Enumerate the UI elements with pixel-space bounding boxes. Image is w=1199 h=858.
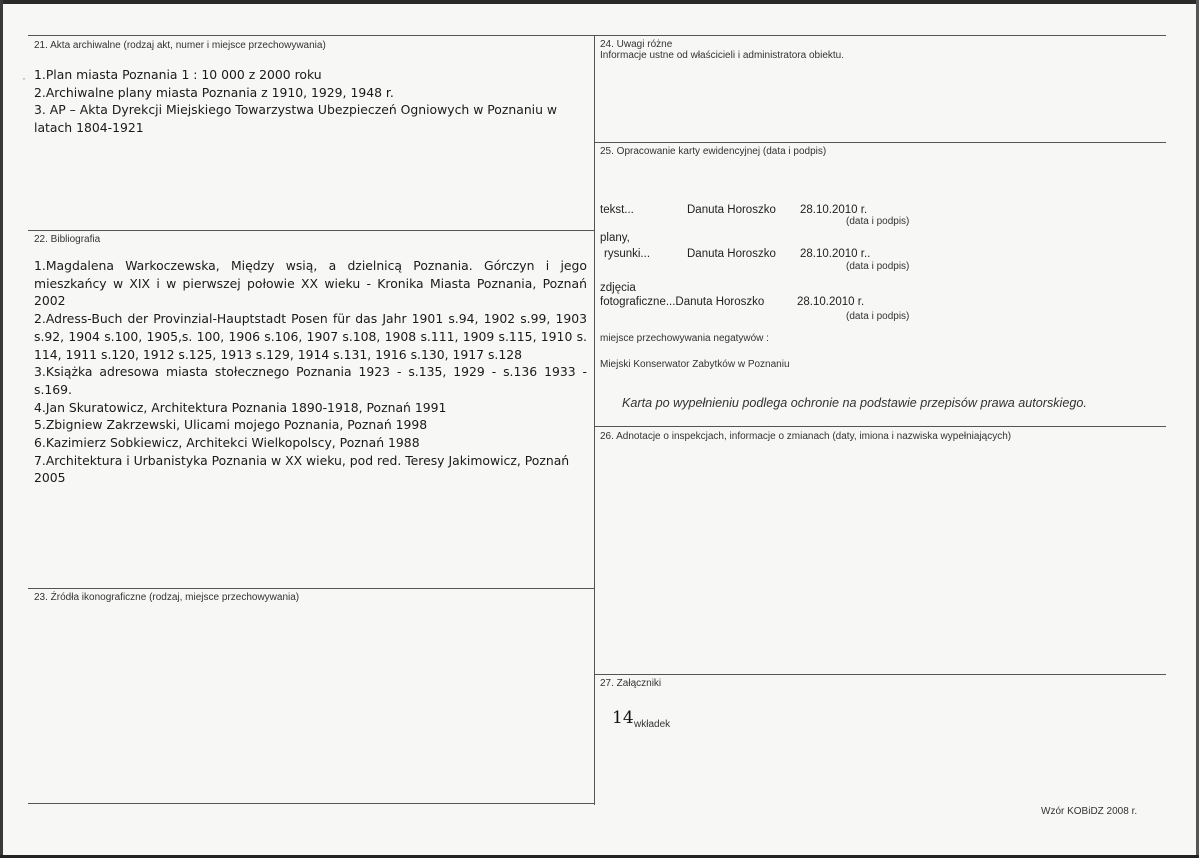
- bibliography-line: 5.Zbigniew Zakrzewski, Ulicami mojego Poznania, Poznań 1998: [34, 417, 428, 433]
- divider: [28, 230, 594, 231]
- bibliography-line: 2002: [34, 293, 66, 309]
- attachments-count-handwritten: 14: [612, 708, 634, 728]
- section-24-note: Informacje ustne od właścicieli i administratora obiektu.: [600, 50, 844, 61]
- entry-type-photographic-author: fotograficzne...Danuta Horoszko: [600, 296, 765, 308]
- date-signature-hint: (data i podpis): [846, 311, 910, 322]
- entry-type-photos: zdjęcia: [600, 282, 636, 294]
- form-version: Wzór KOBiDZ 2008 r.: [1041, 806, 1138, 817]
- divider: [594, 674, 1166, 675]
- section-21-content: [34, 66, 584, 137]
- section-26-label: 26. Adnotacje o inspekcjach, informacje o zmianach (daty, imiona i nazwiska wypełniających): [600, 431, 1012, 442]
- negatives-storage-place: Miejski Konserwator Zabytków w Poznaniu: [600, 359, 790, 370]
- bibliography-line: 3.Książka adresowa miasta stołecznego Poznania 1923 - s.135, 1929 - s.136 1933 -: [34, 364, 587, 380]
- archive-line: 3. AP – Akta Dyrekcji Miejskiego Towarzystwa Ubezpieczeń Ogniowych w Poznaniu w: [34, 102, 558, 118]
- date-signature-hint: (data i podpis): [846, 216, 910, 227]
- bibliography-list: [34, 257, 587, 487]
- entry-type-drawings: rysunki...: [604, 248, 651, 260]
- author-name: Danuta Horoszko: [687, 248, 776, 260]
- archive-line: latach 1804-1921: [34, 120, 144, 136]
- bibliography-line: 7.Architektura i Urbanistyka Poznania w XX wieku, pod red. Teresy Jakimowicz, Poznań: [34, 452, 570, 468]
- column-divider: [594, 35, 595, 805]
- scan-edge-left: [0, 0, 3, 858]
- bullet-mark: ·: [22, 71, 26, 85]
- bibliography-line: 114, 1911 s.120, 1912 s.125, 1913 s.129, 1914 s.131, 1916 s.130, 1917 s.128: [34, 346, 523, 362]
- divider: [28, 803, 594, 804]
- archive-line: 2.Archiwalne plany miasta Poznania z 1910, 1929, 1948 r.: [34, 84, 394, 100]
- bibliography-line: s.169.: [34, 381, 72, 397]
- section-21-label: 21. Akta archiwalne (rodzaj akt, numer i miejsce przechowywania): [34, 40, 326, 51]
- section-24-label: 24. Uwagi różne: [600, 39, 673, 50]
- date-signature-hint: (data i podpis): [846, 261, 910, 272]
- bibliography-line: 4.Jan Skuratowicz, Architektura Poznania 1890-1918, Poznań 1991: [34, 399, 447, 415]
- entry-type-text: tekst...: [600, 204, 634, 216]
- bibliography-line: mieszkańcy w XIX i w pierwszej połowie XX wieku - Kronika Miasta Poznania, Poznań: [34, 275, 587, 291]
- copyright-note: Karta po wypełnieniu podlega ochronie na podstawie przepisów prawa autorskiego.: [622, 396, 1087, 410]
- negatives-storage-label: miejsce przechowywania negatywów :: [600, 333, 769, 344]
- divider: [594, 142, 1166, 143]
- bibliography-line: 2.Adress-Buch der Provinzial-Hauptstadt Posen für das Jahr 1901 s.94, 1902 s.99, 1903: [34, 311, 587, 327]
- section-22-label: 22. Bibliografia: [34, 234, 101, 245]
- divider: [28, 588, 594, 589]
- bibliography-line: 6.Kazimierz Sobkiewicz, Architekci Wielkopolscy, Poznań 1988: [34, 435, 420, 451]
- section-23-label: 23. Źródła ikonograficzne (rodzaj, miejsce przechowywania): [34, 592, 300, 603]
- scan-edge-top: [0, 0, 1199, 4]
- entry-date: 28.10.2010 r.: [800, 204, 868, 216]
- divider: [28, 35, 1166, 36]
- entry-date: 28.10.2010 r.: [797, 296, 865, 308]
- author-name: Danuta Horoszko: [687, 204, 776, 216]
- entry-date: 28.10.2010 r..: [800, 248, 871, 260]
- attachments-count-label: wkładek: [634, 719, 671, 730]
- divider: [594, 426, 1166, 427]
- archive-line: 1.Plan miasta Poznania 1 : 10 000 z 2000 roku: [34, 67, 322, 82]
- section-27-label: 27. Załączniki: [600, 678, 662, 689]
- bibliography-line: 2005: [34, 470, 66, 486]
- bibliography-line: 1.Magdalena Warkoczewska, Między wsią, a dzielnicą Poznania. Górczyn i jego: [34, 258, 587, 273]
- section-25-label: 25. Opracowanie karty ewidencyjnej (data i podpis): [600, 146, 827, 157]
- entry-type-plans: plany,: [600, 232, 630, 244]
- bibliography-line: s.92, 1904 s.100, 1905,s. 100, 1906 s.106, 1907 s.108, 1908 s.111, 1909 s.115, 1910 s.: [34, 328, 587, 344]
